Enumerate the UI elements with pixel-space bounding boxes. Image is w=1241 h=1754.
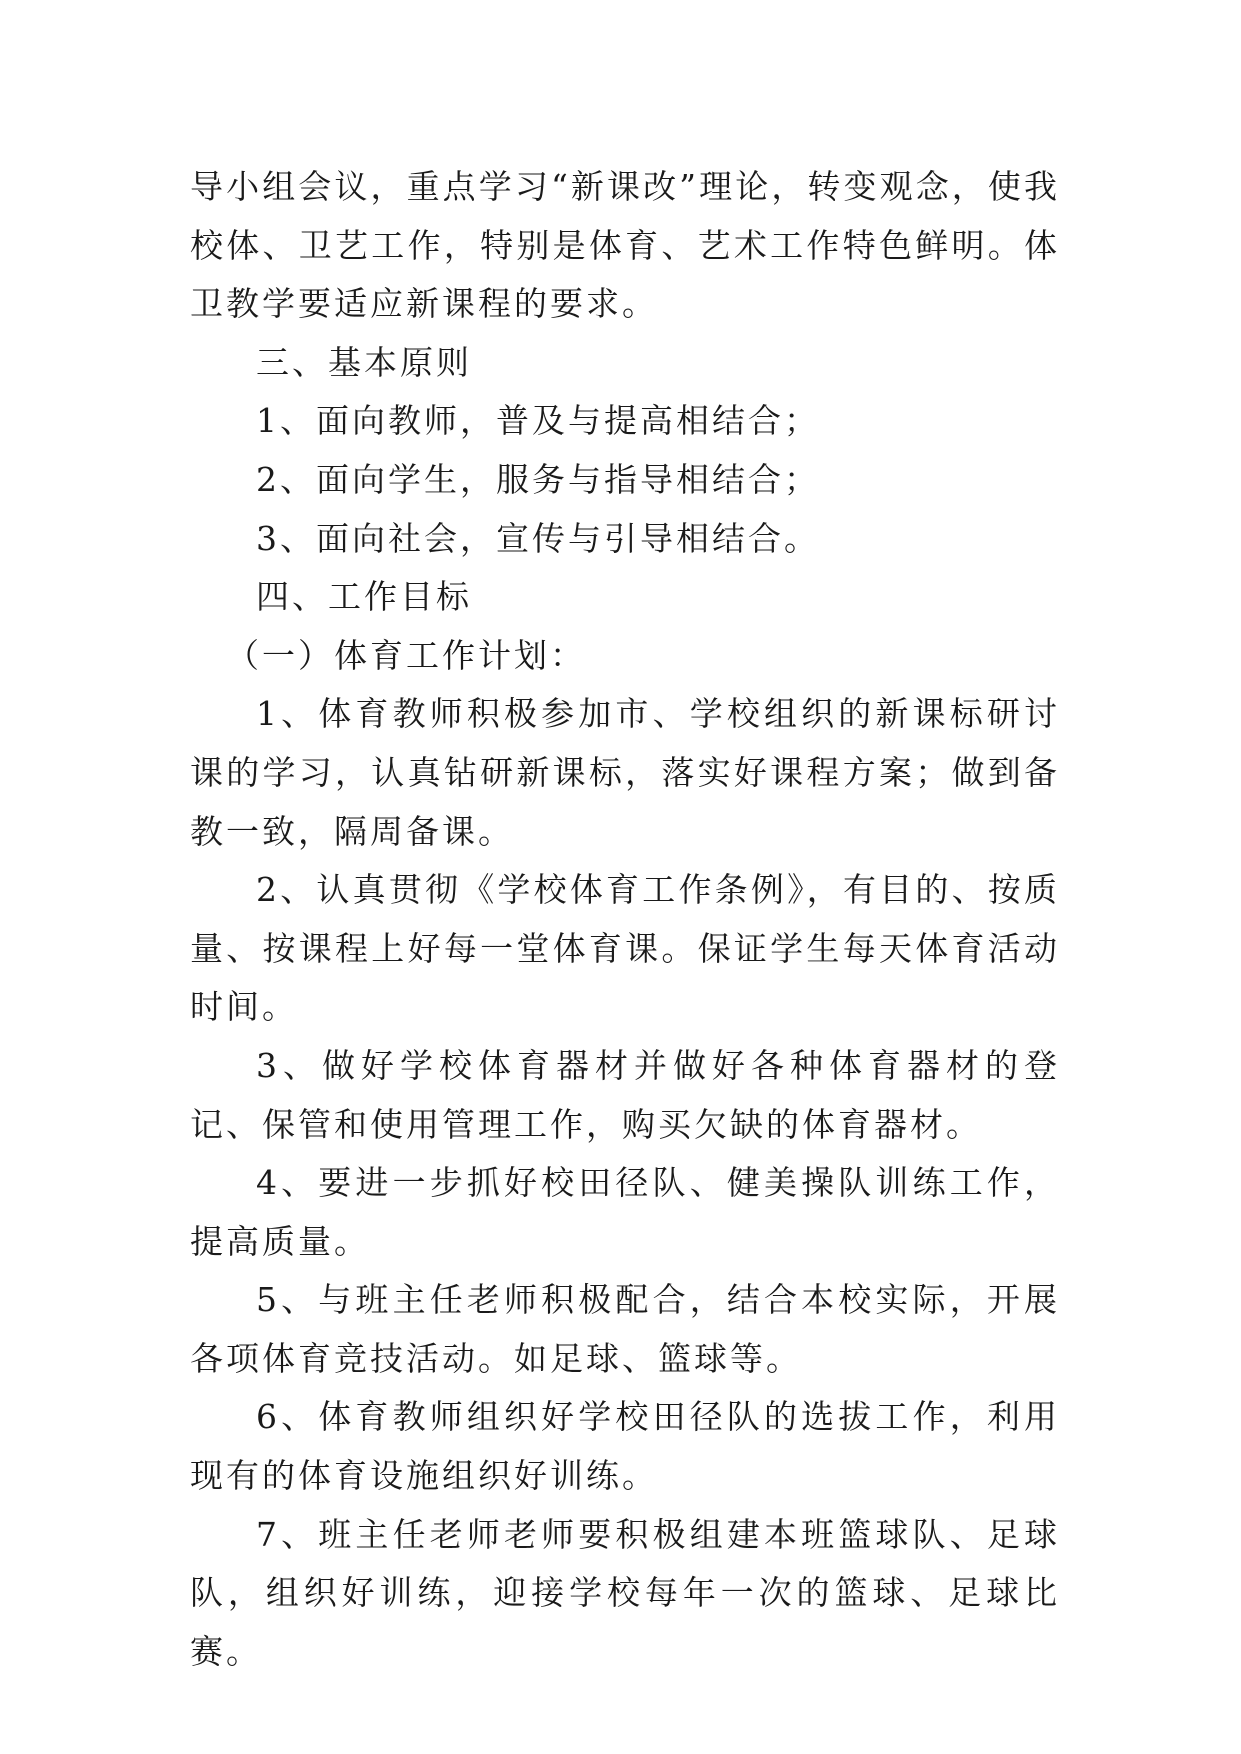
- principle-item-3: 3、面向社会，宣传与引导相结合。: [256, 518, 820, 558]
- heading-basic-principles: 三、基本原则: [256, 342, 472, 382]
- plan-item-5: 5、与班主任老师积极配合，结合本校实际，开展各项体育竞技活动。如足球、篮球等。: [190, 1280, 1060, 1378]
- plan-item-7: 7、班主任老师老师要积极组建本班篮球队、足球队，组织好训练，迎接学校每年一次的篮球、足球比赛。: [190, 1514, 1060, 1671]
- plan-item-2: 2、认真贯彻《学校体育工作条例》，有目的、按质量、按课程上好每一堂体育课。保证学生每天体育活动时间。: [190, 870, 1060, 1027]
- document-body: [190, 158, 1060, 1681]
- plan-item-6: 6、体育教师组织好学校田径队的选拔工作，利用现有的体育设施组织好训练。: [190, 1397, 1060, 1496]
- plan-item-4: 4、要进一步抓好校田径队、健美操队训练工作，提高质量。: [190, 1163, 1060, 1261]
- principle-item-1: 1、面向教师，普及与提高相结合；: [256, 401, 820, 441]
- principle-item-2: 2、面向学生，服务与指导相结合；: [256, 459, 820, 499]
- plan-item-3: 3、做好学校体育器材并做好各种体育器材的登记、保管和使用管理工作，购买欠缺的体育器材。: [190, 1045, 1060, 1144]
- plan-item-1: 1、体育教师积极参加市、学校组织的新课标研讨课的学习，认真钻研新课标，落实好课程方案；做到备教一致，隔周备课。: [190, 694, 1060, 851]
- subheading-pe-work-plan: （一）体育工作计划：: [226, 635, 586, 675]
- heading-work-goals: 四、工作目标: [256, 577, 472, 617]
- paragraph-intro-continuation: 导小组会议，重点学习“新课改”理论，转变观念，使我校体、卫艺工作，特别是体育、艺术工作特色鲜明。体卫教学要适应新课程的要求。: [190, 167, 1060, 324]
